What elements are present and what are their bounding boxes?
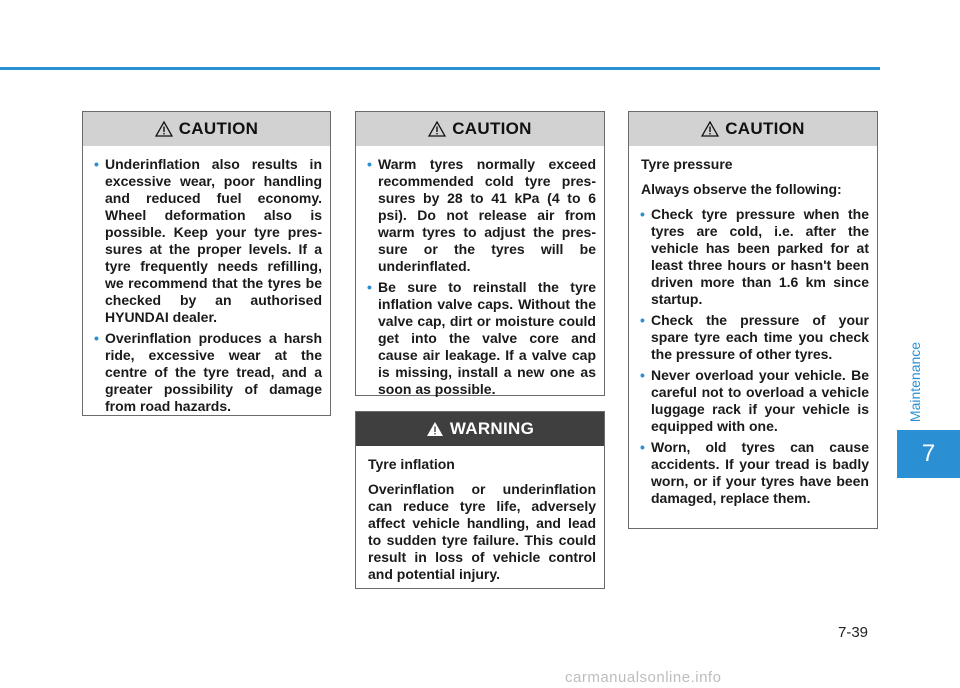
- caution-triangle-icon: [428, 121, 446, 137]
- warning-header: [356, 412, 604, 446]
- caution-box-tyre-pressure: [628, 111, 878, 529]
- caution-title: CAUTION: [725, 119, 805, 138]
- warning-title: WARNING: [449, 419, 535, 438]
- caution-subtitle: Tyre pressure: [641, 156, 733, 172]
- caution-box-warm-tyres: [355, 111, 605, 396]
- list-item: • Check the pressure of your spare tyre each time you check the pressure of other tyres.: [640, 312, 869, 362]
- caution-box-inflation: [82, 111, 331, 416]
- caution-header: [83, 112, 330, 146]
- list-item: • Be sure to reinstall the tyre inflation valve caps. Without the valve cap, dirt or moisture could get into the valve core and cause air leakage. If a valve cap is missing, install a new one as soon as possible.: [367, 279, 596, 397]
- site-credit: carmanualsonline.info: [565, 669, 722, 686]
- caution-triangle-icon: [155, 121, 173, 137]
- caution-triangle-icon: [701, 121, 719, 137]
- bullet-dot-icon: •: [94, 156, 99, 172]
- chapter-tab[interactable]: 7: [897, 430, 960, 478]
- list-item: • Worn, old tyres can cause accidents. If your tread is badly worn, or if your tyres have been damaged, replace them.: [640, 439, 869, 506]
- bullet-dot-icon: •: [640, 439, 645, 455]
- caution-header: [629, 112, 877, 146]
- list-item: • Warm tyres normally exceed recommended cold tyre pres-sures by 28 to 41 kPa (4 to 6 psi). Do not release air from warm tyres to adjust the pres-sure or the tyres will be underinflated.: [367, 156, 596, 274]
- caution-intro: Always observe the following:: [641, 181, 842, 197]
- warning-text: Overinflation or underinflation can reduce tyre life, adversely affect vehicle handling, and lead to sudden tyre failure. This could result in loss of vehicle control and potential injury.: [368, 481, 596, 582]
- bullet-dot-icon: •: [94, 330, 99, 346]
- caution-header: [356, 112, 604, 146]
- bullet-dot-icon: •: [367, 156, 372, 172]
- bullet-dot-icon: •: [640, 312, 645, 328]
- warning-subtitle: Tyre inflation: [368, 456, 455, 472]
- list-item: • Check tyre pressure when the tyres are cold, i.e. after the vehicle has been parked for at least three hours or hasn't been driven more than 1.6 km since startup.: [640, 206, 869, 307]
- warning-triangle-icon: [426, 421, 444, 437]
- warning-box-tyre-inflation: [355, 411, 605, 589]
- list-item: • Never overload your vehicle. Be careful not to overload a vehicle luggage rack if your vehicle is equipped with one.: [640, 367, 869, 434]
- caution-title: CAUTION: [178, 119, 259, 138]
- bullet-dot-icon: •: [367, 279, 372, 295]
- caution-title: CAUTION: [452, 119, 532, 138]
- page-number: 7-39: [838, 624, 869, 641]
- bullet-dot-icon: •: [640, 206, 645, 222]
- top-rule: [0, 67, 880, 70]
- bullet-dot-icon: •: [640, 367, 645, 383]
- section-label: Maintenance: [907, 341, 923, 423]
- list-item: • Underinflation also results in excessive wear, poor handling and reduced fuel economy. Wheel deformation also is possible. Keep your tyre pres-sures at the proper levels. If a tyre frequently needs refilling, we recommend that the tyres be checked by an authorised HYUNDAI dealer.: [94, 156, 322, 325]
- list-item: • Overinflation produces a harsh ride, excessive wear at the centre of the tyre tread, and a greater possibility of damage from road hazards.: [94, 330, 322, 414]
